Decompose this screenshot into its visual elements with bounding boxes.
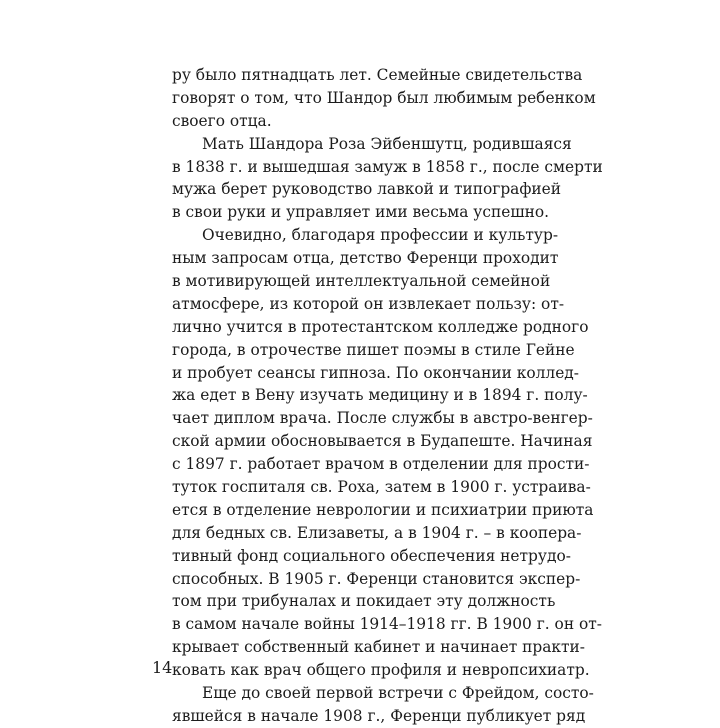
text-line: явшейся в начале 1908 г., Ференци публикует ряд [172, 706, 586, 725]
text-line: Очевидно, благодаря профессии и культур- [202, 226, 559, 245]
text-line: Еще до своей первой встречи с Фрейдом, состо- [202, 684, 594, 703]
text-line: ру было пятнадцать лет. Семейные свидетельства [172, 66, 583, 84]
text-line: атмосфере, из которой он извлекает пользу: от- [172, 294, 565, 313]
text-line: ным запросам отца, детство Ференци проходит [172, 249, 559, 268]
text-line: города, в отрочестве пишет поэмы в стиле Гейне [172, 340, 575, 359]
text-line: Мать Шандора Роза Эйбеншутц, родившаяся [202, 134, 572, 153]
text-line: в 1838 г. и вышедшая замуж в 1858 г., после смерти [172, 157, 603, 176]
text-line: тивный фонд социального обеспечения нетрудо- [172, 546, 571, 565]
text-line: своего отца. [172, 111, 272, 130]
text-line: в самом начале войны 1914–1918 гг. В 1900 г. он от- [172, 615, 602, 634]
text-line: ковать как врач общего профиля и невропсихиатр. [172, 661, 590, 680]
text-line: с 1897 г. работает врачом в отделении для прости- [172, 455, 590, 474]
text-line: лично учится в протестантском колледже родного [172, 317, 589, 336]
text-line: в мотивирующей интеллектуальной семейной [172, 272, 551, 291]
text-line: способных. В 1905 г. Ференци становится экспер- [172, 569, 581, 588]
text-line: ется в отделение неврологии и психиатрии приюта [172, 500, 594, 519]
text-line: туток госпиталя св. Роха, затем в 1900 г. устраива- [172, 478, 591, 497]
text-line: крывает собственный кабинет и начинает практи- [172, 638, 585, 657]
body-text [172, 64, 603, 728]
text-line: жа едет в Вену изучать медицину и в 1894 г. полу- [172, 386, 588, 405]
page-number: 14 [152, 658, 173, 677]
text-line: чает диплом врача. После службы в австро-венгер- [172, 409, 593, 428]
text-line: мужа берет руководство лавкой и типографией [172, 180, 562, 199]
text-line: и пробует сеансы гипноза. По окончании коллед- [172, 363, 579, 382]
text-line: говорят о том, что Шандор был любимым ребенком [172, 88, 596, 107]
text-line: в свои руки и управляет ими весьма успешно. [172, 203, 550, 222]
text-line: ской армии обосновывается в Будапеште. Начиная [172, 432, 593, 451]
text-line: том при трибуналах и покидает эту должность [172, 592, 556, 611]
text-line: для бедных св. Елизаветы, а в 1904 г. – в коопера- [172, 523, 582, 542]
